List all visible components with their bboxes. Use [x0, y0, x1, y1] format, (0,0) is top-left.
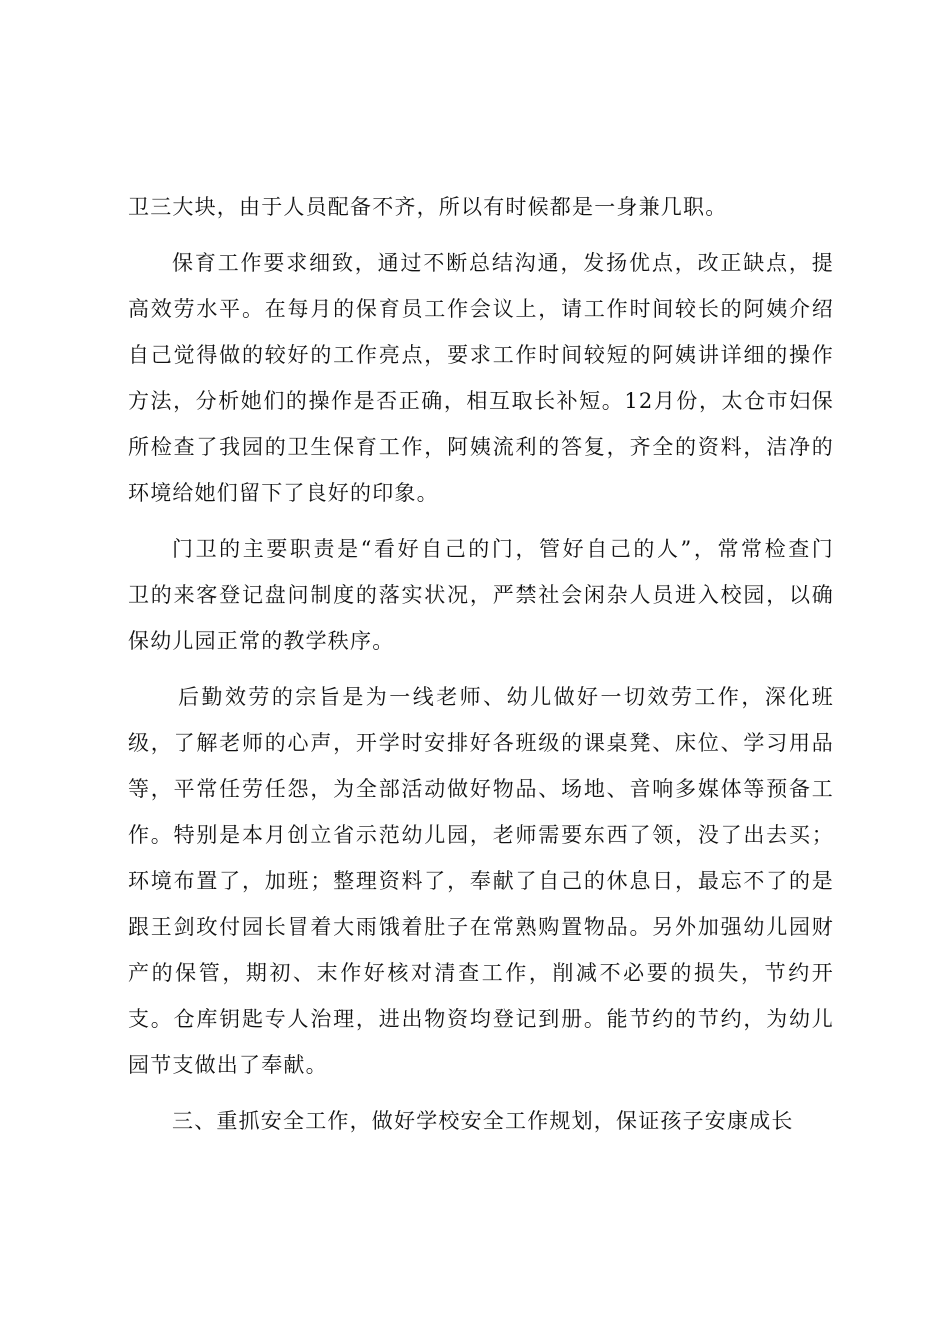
paragraph-2-line-5: 所检查了我园的卫生保育工作，阿姨流利的答复，齐全的资料，洁净的 — [128, 435, 834, 459]
paragraph-4-line-2: 级，了解老师的心声，开学时安排好各班级的课桌凳、床位、学习用品 — [128, 731, 834, 755]
paragraph-4-line-1: 后勤效劳的宗旨是为一线老师、幼儿做好一切效劳工作，深化班 — [178, 685, 834, 709]
paragraph-1-line-1: 卫三大块，由于人员配备不齐，所以有时候都是一身兼几职。 — [128, 195, 728, 219]
paragraph-2-line-4: 方法，分析她们的操作是否正确，相互取长补短。12月份，太仓市妇保 — [128, 389, 834, 413]
paragraph-4-line-9: 园节支做出了奉献。 — [128, 1053, 328, 1077]
paragraph-3-line-3: 保幼儿园正常的教学秩序。 — [128, 629, 395, 653]
paragraph-4-line-7: 产的保管，期初、末作好核对清查工作，削减不必要的损失，节约开 — [128, 961, 834, 985]
paragraph-4-line-6: 跟王剑玫付园长冒着大雨饿着肚子在常熟购置物品。另外加强幼儿园财 — [128, 915, 834, 939]
paragraph-4-line-4: 作。特别是本月创立省示范幼儿园，老师需要东西了领，没了出去买； — [128, 823, 834, 847]
paragraph-3-line-2: 卫的来客登记盘问制度的落实状况，严禁社会闲杂人员进入校园，以确 — [128, 583, 834, 607]
paragraph-4-line-5: 环境布置了，加班；整理资料了，奉献了自己的休息日，最忘不了的是 — [128, 869, 834, 893]
section-heading: 三、重抓安全工作，做好学校安全工作规划，保证孩子安康成长 — [172, 1109, 794, 1133]
paragraph-2-line-1: 保育工作要求细致，通过不断总结沟通，发扬优点，改正缺点，提 — [172, 251, 834, 275]
paragraph-2-line-3: 自己觉得做的较好的工作亮点，要求工作时间较短的阿姨讲详细的操作 — [128, 343, 834, 367]
document-body — [128, 184, 834, 1144]
paragraph-3-line-1: 门卫的主要职责是“看好自己的门，管好自己的人”，常常检查门 — [172, 537, 834, 561]
paragraph-4-line-8: 支。仓库钥匙专人治理，进出物资均登记到册。能节约的节约，为幼儿 — [128, 1007, 834, 1031]
paragraph-2-line-2: 高效劳水平。在每月的保育员工作会议上，请工作时间较长的阿姨介绍 — [128, 297, 834, 321]
paragraph-2-line-6: 环境给她们留下了良好的印象。 — [128, 481, 439, 505]
paragraph-4-line-3: 等，平常任劳任怨，为全部活动做好物品、场地、音响多媒体等预备工 — [128, 777, 834, 801]
